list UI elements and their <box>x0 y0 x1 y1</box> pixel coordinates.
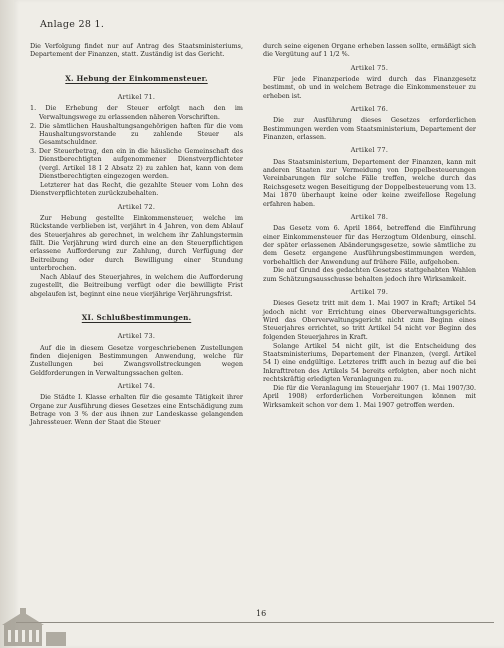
numbered-paragraph: 3. Der Steuerbetrag, den ein in die häusliche Gemeinschaft des Dienstberechtigten aufgenommener Dienstverpflichteter (vergl. Artikel 18 I 2 Absatz 2) zu zahlen hat, kann von dem Dienstberechtigten eingezogen werden. <box>30 147 243 181</box>
paragraph: Die Verfolgung findet nur auf Antrag des Staatsministeriums, Departement der Finanzen, statt. Zuständig ist das Gericht. <box>30 42 243 59</box>
paragraph: Solange Artikel 54 nicht gilt, ist die Entscheidung des Staatsministeriums, Departement der Finanzen, (vergl. Artikel 54 I) eine endgültige. Letzteres trifft auch in bezug auf die bei Inkrafttreten des Artikels 54 bereits erfolgten, aber noch nicht rechtskräftig erledigten Veranlagungen zu. <box>263 341 476 384</box>
numbered-paragraph: 1. Die Erhebung der Steuer erfolgt nach den im Verwaltungswege zu erlassenden näheren Vorschriften. <box>30 104 243 121</box>
paragraph: Auf die in diesem Gesetze vorgeschriebenen Zustellungen finden diejenigen Bestimmungen Anwendung, welche für Zustellungen bei Zwangsvollstreckungen wegen Geldforderungen in Verwaltungssachen gelten. <box>30 343 243 377</box>
article-heading: Artikel 71. <box>117 93 156 102</box>
paragraph: Die für die Veranlagung im Steuerjahr 1907 (1. Mai 1907/30. April 1908) erforderlichen Vorbereitungen können mit Wirksamkeit schon vor dem 1. Mai 1907 getroffen werden. <box>263 383 476 409</box>
paragraph: Zur Hebung gestellte Einkommensteuer, welche im Rückstande verblieben ist, verjährt in 4 Jahren, von dem Ablauf des Steuerjahres ab gerechnet, in welchem ihr Zahlungstermin fällt. Die Verjährung wird durch eine an den Steuerpflichtigen erlassene Aufforderung zur Zahlung, durch Verfügung der Beitreibung oder durch Bewilligung einer Stundung unterbrochen. <box>30 214 243 273</box>
section-heading-text: XI. Schlußbestimmungen. <box>81 312 192 322</box>
article-heading: Artikel 79. <box>350 288 389 297</box>
binding-spine <box>0 0 14 648</box>
left-column <box>30 42 243 427</box>
library-stamp-logo <box>0 606 80 648</box>
paragraph: Für jede Finanzperiode wird durch das Finanzgesetz bestimmt, ob und in welchem Betrage die Einkommensteuer zu erheben ist. <box>263 75 476 100</box>
paragraph: Letzterer hat das Recht, die gezahlte Steuer vom Lohn des Dienstverpflichteten zurückzubehalten. <box>30 180 243 198</box>
paragraph: Das Staatsministerium, Departement der Finanzen, kann mit anderen Staaten zur Vermeidung von Doppelbesteuerungen Vereinbarungen für solche Fälle treffen, welche durch das Reichsgesetz wegen Beseitigung der Doppelbesteuerung vom 13. Mai 1870 überhaupt keine oder keine zweifellose Regelung erfahren haben. <box>263 157 476 208</box>
page-number: 16 <box>256 609 267 618</box>
page-header: Anlage 28 1. <box>40 19 105 30</box>
paragraph: Die zur Ausführung dieses Gesetzes erforderlichen Bestimmungen werden vom Staatsministerium, Departement der Finanzen, erlassen. <box>263 116 476 142</box>
section-heading-text: X. Hebung der Einkommensteuer. <box>65 73 208 83</box>
right-column <box>263 42 476 409</box>
section-heading <box>30 75 243 83</box>
article-heading: Artikel 75. <box>350 63 389 72</box>
paragraph: Dieses Gesetz tritt mit dem 1. Mai 1907 in Kraft; Artikel 54 jedoch nicht vor Errichtung eines Oberverwaltungsgerichts. Wird das Oberverwaltungsgericht nicht zum Beginn eines Steuerjahres errichtet, so tritt Artikel 54 nicht vor Beginn des folgenden Steuerjahres in Kraft. <box>263 299 476 341</box>
paragraph: Die Städte I. Klasse erhalten für die gesamte Tätigkeit ihrer Organe zur Ausführung dieses Gesetzes eine Entschädigung zum Betrage von 3 % der aus ihnen zur Landeskasse gelangenden Jahressteuer. Wenn der Staat die Steuer <box>30 393 243 427</box>
document-page <box>14 0 504 648</box>
article-heading: Artikel 76. <box>350 105 389 114</box>
section-heading <box>30 314 243 322</box>
article-heading: Artikel 77. <box>350 146 389 155</box>
footer-rule <box>16 622 494 623</box>
paragraph: durch seine eigenen Organe erheben lassen sollte, ermäßigt sich die Vergütung auf 1 1/2 %. <box>263 42 476 59</box>
article-heading: Artikel 73. <box>117 332 156 341</box>
paragraph: Die auf Grund des gedachten Gesetzes stattgehabten Wahlen zum Schätzungsausschusse behalten jedoch ihre Wirksamkeit. <box>263 266 476 283</box>
paragraph: Nach Ablauf des Steuerjahres, in welchem die Aufforderung zugestellt, die Beitreibung verfügt oder die bewilligte Frist abgelaufen ist, beginnt eine neue vierjährige Verjährungsfrist. <box>30 272 243 298</box>
numbered-paragraph: 2. Die sämtlichen Haushaltungsangehörigen haften für die vom Haushaltungsvorstande zu zahlende Steuer als Gesamtschuldner. <box>30 121 243 147</box>
article-heading: Artikel 74. <box>117 382 156 390</box>
article-heading: Artikel 72. <box>117 202 156 211</box>
paragraph: Das Gesetz vom 6. April 1864, betreffend die Einführung einer Einkommensteuer für das Herzogtum Oldenburg, einschl. der später erlassenen Abänderungsgesetze, sowie sämtliche zu dem Gesetz ergangene Ausführungsbestimmungen werden, vorbehaltlich der Anwendung auf frühere Fälle, aufgehoben. <box>263 224 476 266</box>
article-heading: Artikel 78. <box>350 212 389 221</box>
